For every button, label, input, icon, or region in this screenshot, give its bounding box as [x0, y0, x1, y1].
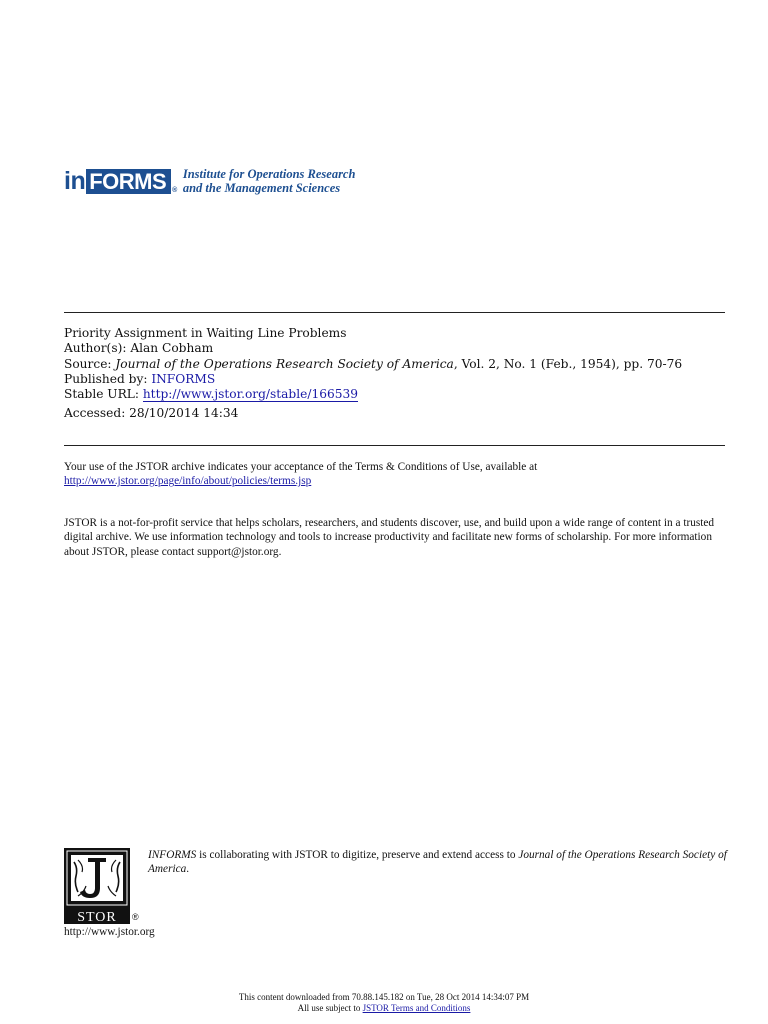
page-footer [0, 992, 768, 1013]
publisher-link[interactable]: INFORMS [151, 371, 216, 386]
collab-org: INFORMS [148, 849, 197, 861]
accessed-line [64, 406, 725, 421]
source-line [64, 357, 725, 372]
terms-text: Your use of the JSTOR archive indicates your acceptance of the Terms & Conditions of Use, available at [64, 461, 538, 473]
tagline-line-1: Institute for Operations Research [182, 167, 356, 181]
tagline-line-2: and the Management Sciences [182, 181, 341, 195]
jstor-logo [64, 848, 130, 924]
article-title: Priority Assignment in Waiting Line Problems [64, 326, 347, 340]
published-label: Published by: [64, 371, 148, 386]
collab-text: is collaborating with JSTOR to digitize, preserve and extend access to [196, 849, 519, 861]
stable-url-label: Stable URL: [64, 387, 139, 402]
accessed-label: Accessed: [64, 406, 126, 421]
bottom-rule [64, 445, 725, 446]
terms-notice [0, 1003, 768, 1014]
author-label: Author(s): [64, 341, 127, 356]
logo-forms: FORMS [86, 169, 171, 194]
logo-in: in [64, 166, 86, 195]
informs-tagline [183, 167, 356, 195]
source-label: Source: [64, 356, 112, 371]
article-metadata [64, 326, 725, 422]
stable-url-link[interactable]: http://www.jstor.org/stable/166539 [142, 387, 358, 402]
publisher-line [64, 372, 725, 387]
about-jstor-paragraph: JSTOR is a not-for-profit service that helps scholars, researchers, and students discover, use, and build upon a wide range of content in a trusted digital archive. We use information technology and tools to increase productivity and facilitate new forms of scholarship. For more information about JSTOR, please contact support@jstor.org. [64, 517, 715, 558]
collab-end: . [186, 863, 190, 876]
accessed-date: 28/10/2014 14:34 [129, 406, 239, 421]
informs-logo [64, 163, 355, 199]
jstor-logo-text: STOR [77, 910, 117, 924]
top-rule [64, 312, 725, 313]
footer-terms-link[interactable]: JSTOR Terms and Conditions [362, 1002, 471, 1013]
logo-registered: ® [172, 186, 177, 194]
collaboration-statement [148, 848, 728, 877]
informs-wordmark [64, 166, 177, 195]
terms-notice-prefix: All use subject to [297, 1002, 363, 1013]
jstor-registered: ® [132, 912, 139, 922]
jstor-homepage-link[interactable]: http://www.jstor.org [64, 926, 155, 938]
terms-link[interactable]: http://www.jstor.org/page/info/about/policies/terms.jsp [64, 475, 312, 488]
stable-url-line [64, 387, 725, 402]
source-details: , Vol. 2, No. 1 (Feb., 1954), pp. 70-76 [453, 356, 683, 371]
download-notice: This content downloaded from 70.88.145.182 on Tue, 28 Oct 2014 14:34:07 PM [238, 992, 530, 1002]
author-name: Alan Cobham [130, 341, 214, 356]
author-line [64, 341, 725, 356]
terms-paragraph [64, 460, 725, 489]
collab-journal: Journal of the Operations Research Society of America [148, 849, 727, 876]
source-journal: Journal of the Operations Research Society of America [115, 356, 454, 371]
